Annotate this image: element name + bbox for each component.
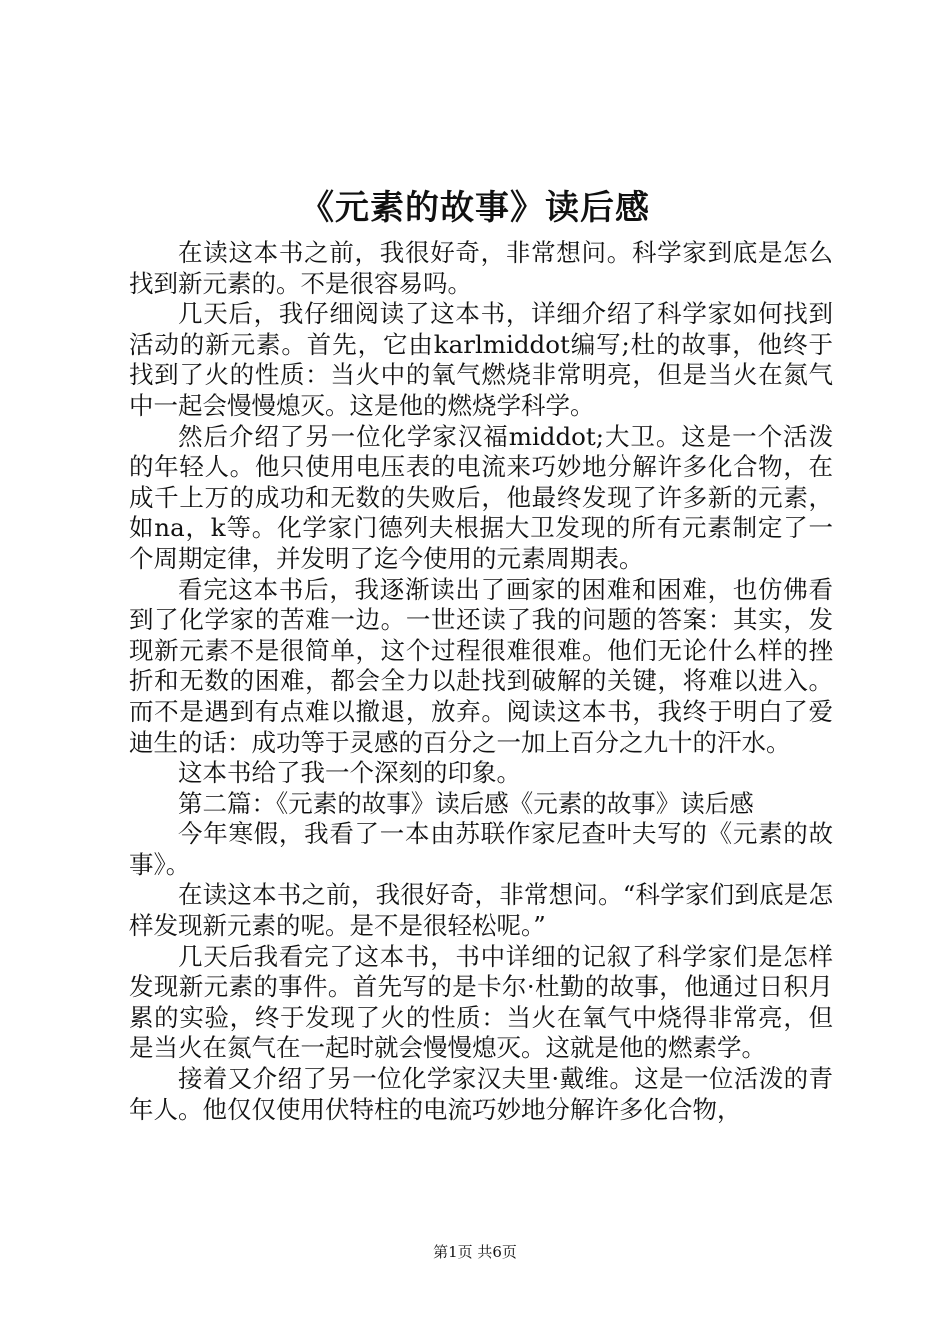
page-footer: 第1页 共6页 (433, 1243, 517, 1261)
paragraph: 接着又介绍了另一位化学家汉夫里·戴维。这是一位活泼的青年人。他仅仅使用伏特柱的电流巧妙地分解许多化合物， (129, 1064, 833, 1124)
paragraph: 看完这本书后，我逐渐读出了画家的困难和困难，也仿佛看到了化学家的苦难一边。一世还读了我的问题的答案：其实，发现新元素不是很简单，这个过程很难很难。他们无论什么样的挫折和无数的困难，都会全力以赴找到破解的关键，将难以进入。而不是遇到有点难以撤退，放弃。阅读这本书，我终于明白了爱迪生的话：成功等于灵感的百分之一加上百分之九十的汗水。 (129, 574, 833, 757)
paragraph: 几天后我看完了这本书，书中详细的记叙了科学家们是怎样发现新元素的事件。首先写的是卡尔·杜勤的故事，他通过日积月累的实验，终于发现了火的性质：当火在氧气中烧得非常亮，但是当火在氮气在一起时就会慢慢熄灭。这就是他的燃素学。 (129, 941, 833, 1063)
document-body (129, 238, 833, 1125)
paragraph: 第二篇：《元素的故事》读后感《元素的故事》读后感 (178, 788, 754, 818)
paragraph: 然后介绍了另一位化学家汉福middot;大卫。这是一个活泼的年轻人。他只使用电压表的电流来巧妙地分解许多化合物，在成千上万的成功和无数的失败后，他最终发现了许多新的元素，如na，k等。化学家门德列夫根据大卫发现的所有元素制定了一个周期定律，并发明了迄今使用的元素周期表。 (129, 421, 833, 573)
paragraph: 在读这本书之前，我很好奇，非常想问。科学家到底是怎么找到新元素的。不是很容易吗。 (129, 238, 833, 298)
paragraph: 几天后，我仔细阅读了这本书，详细介绍了科学家如何找到活动的新元素。首先，它由karlmiddot编写;杜的故事，他终于找到了火的性质：当火中的氧气燃烧非常明亮，但是当火在氮气中一起会慢慢熄灭。这是他的燃烧学科学。 (129, 299, 833, 420)
paragraph: 在读这本书之前，我很好奇，非常想问。“科学家们到底是怎样发现新元素的呢。是不是很轻松呢。” (129, 880, 833, 941)
paragraph: 这本书给了我一个深刻的印象。 (178, 758, 521, 788)
paragraph: 今年寒假，我看了一本由苏联作家尼查叶夫写的《元素的故事》。 (129, 819, 833, 879)
document-title: 《元素的故事》读后感 (300, 188, 650, 228)
